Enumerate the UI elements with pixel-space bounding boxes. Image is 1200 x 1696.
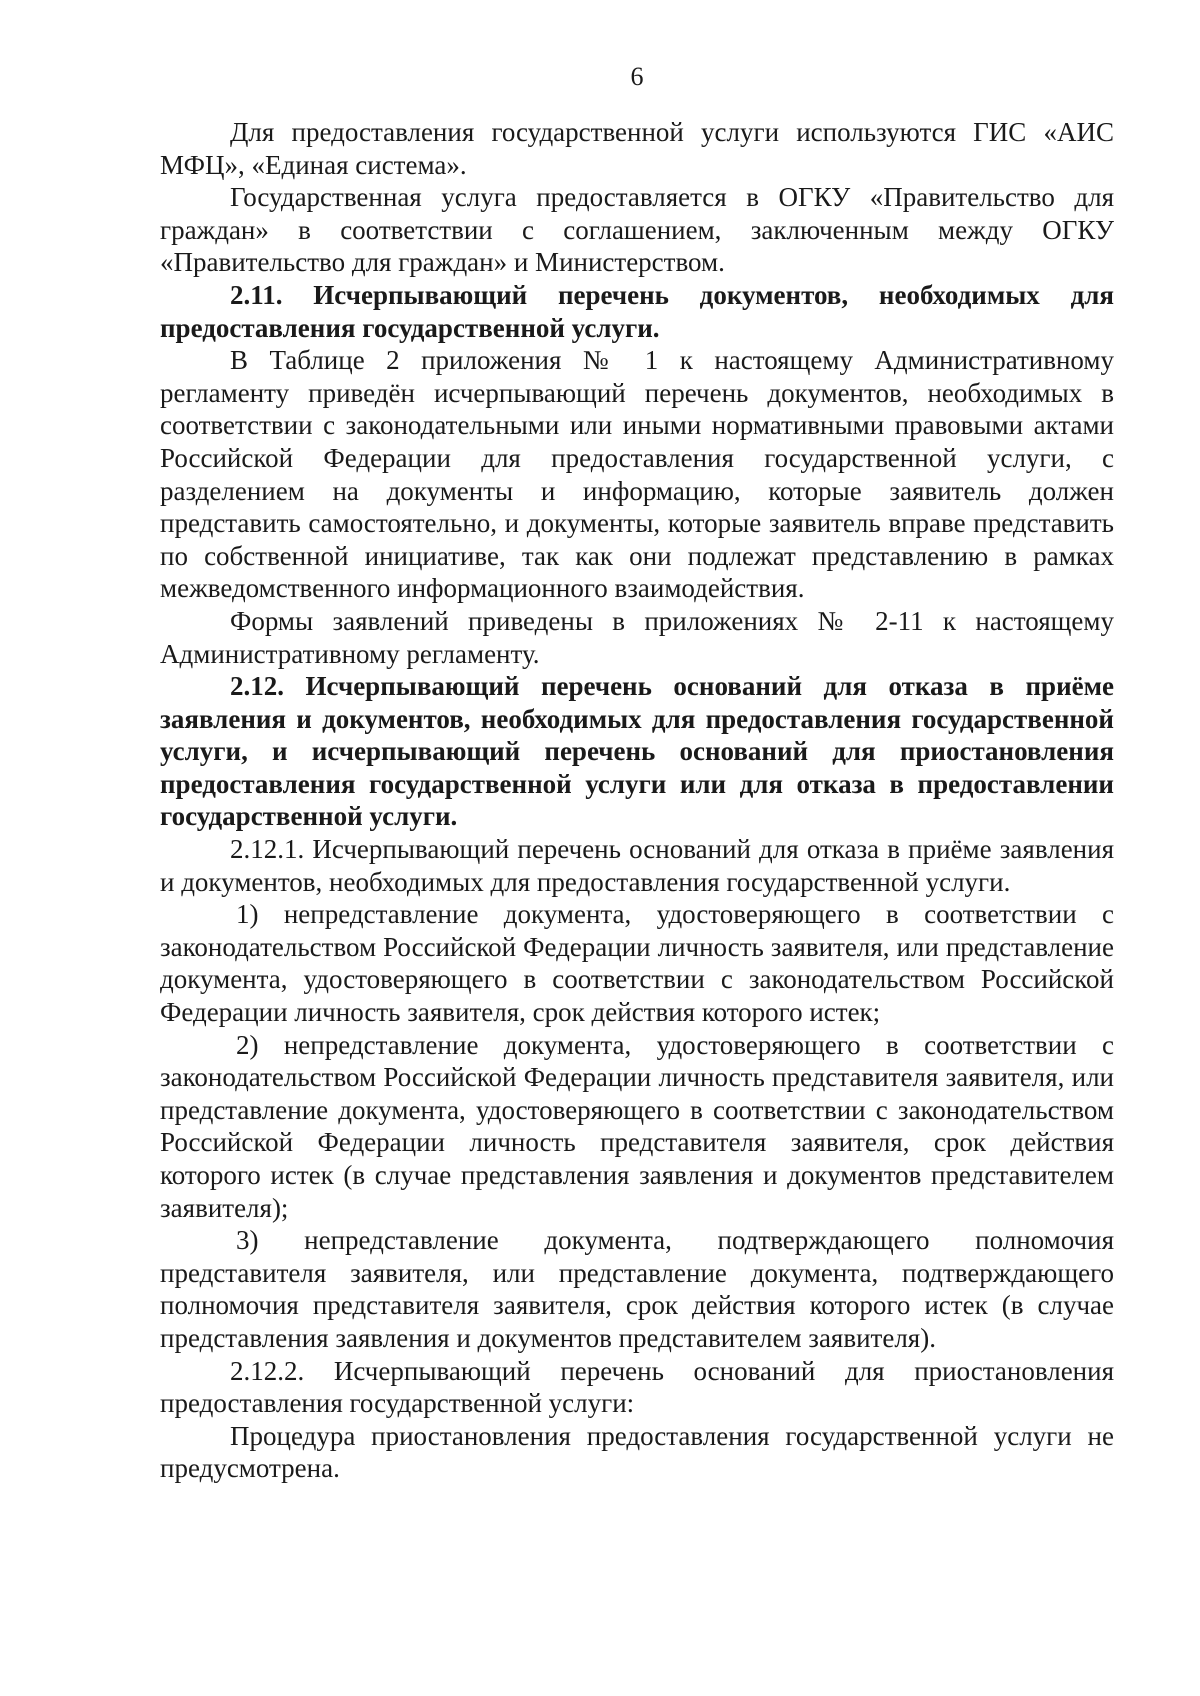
list-item-3: 3) непредставление документа, подтверждающего полномочия представителя заявителя, или представление документа, подтверждающего полномочия представителя заявителя, срок действия которого истек (в случае представления заявления и документов представителем заявителя).: [160, 1225, 1114, 1353]
paragraph-application-forms: Формы заявлений приведены в приложениях № 2-11 к настоящему Административному регламенту.: [160, 605, 1114, 669]
paragraph-table-2-documents: В Таблице 2 приложения № 1 к настоящему Административному регламенту приведён исчерпывающий перечень документов, необходимых в соответствии с законодательными или иными нормативными правовыми актами Российской Федерации для предоставления государственной услуги, с разделением на документы и информацию, которые заявитель должен представить самостоятельно, и документы, которые заявитель вправе представить по собственной инициативе, так как они подлежат представлению в рамках межведомственного информационного взаимодействия.: [160, 345, 1114, 604]
paragraph-2-12-1: 2.12.1. Исчерпывающий перечень оснований для отказа в приёме заявления и документов, необходимых для предоставления государственной услуги.: [160, 834, 1114, 897]
paragraph-gis-systems: Для предоставления государственной услуги используются ГИС «АИС МФЦ», «Единая система».: [160, 117, 1114, 180]
section-heading-2-11: 2.11. Исчерпывающий перечень документов, необходимых для предоставления государственной услуги.: [160, 279, 1114, 343]
paragraph-ogku-agreement: Государственная услуга предоставляется в ОГКУ «Правительство для граждан» в соответствии с соглашением, заключенным между ОГКУ «Правительство для граждан» и Министерством.: [160, 182, 1114, 278]
paragraph-suspension-not-provided: Процедура приостановления предоставления государственной услуги не предусмотрена.: [160, 1420, 1114, 1484]
list-item-1: 1) непредставление документа, удостоверяющего в соответствии с законодательством Российской Федерации личность заявителя, или представление документа, удостоверяющего в соответствии с законодательством Российской Федерации личность заявителя, срок действия которого истек;: [160, 899, 1114, 1028]
page-number: 6: [630, 62, 644, 91]
section-heading-2-12: 2.12. Исчерпывающий перечень оснований для отказа в приёме заявления и документов, необходимых для предоставления государственной услуги, и исчерпывающий перечень оснований для приостановления предоставления государственной услуги или для отказа в предоставлении государственной услуги.: [160, 671, 1114, 832]
list-item-2: 2) непредставление документа, удостоверяющего в соответствии с законодательством Российской Федерации личность представителя заявителя, или представление документа, удостоверяющего в соответствии с законодательством Российской Федерации личность представителя заявителя, срок действия которого истек (в случае представления заявления и документов представителем заявителя);: [160, 1029, 1114, 1223]
paragraph-2-12-2: 2.12.2. Исчерпывающий перечень оснований для приостановления предоставления государственной услуги:: [160, 1355, 1114, 1419]
